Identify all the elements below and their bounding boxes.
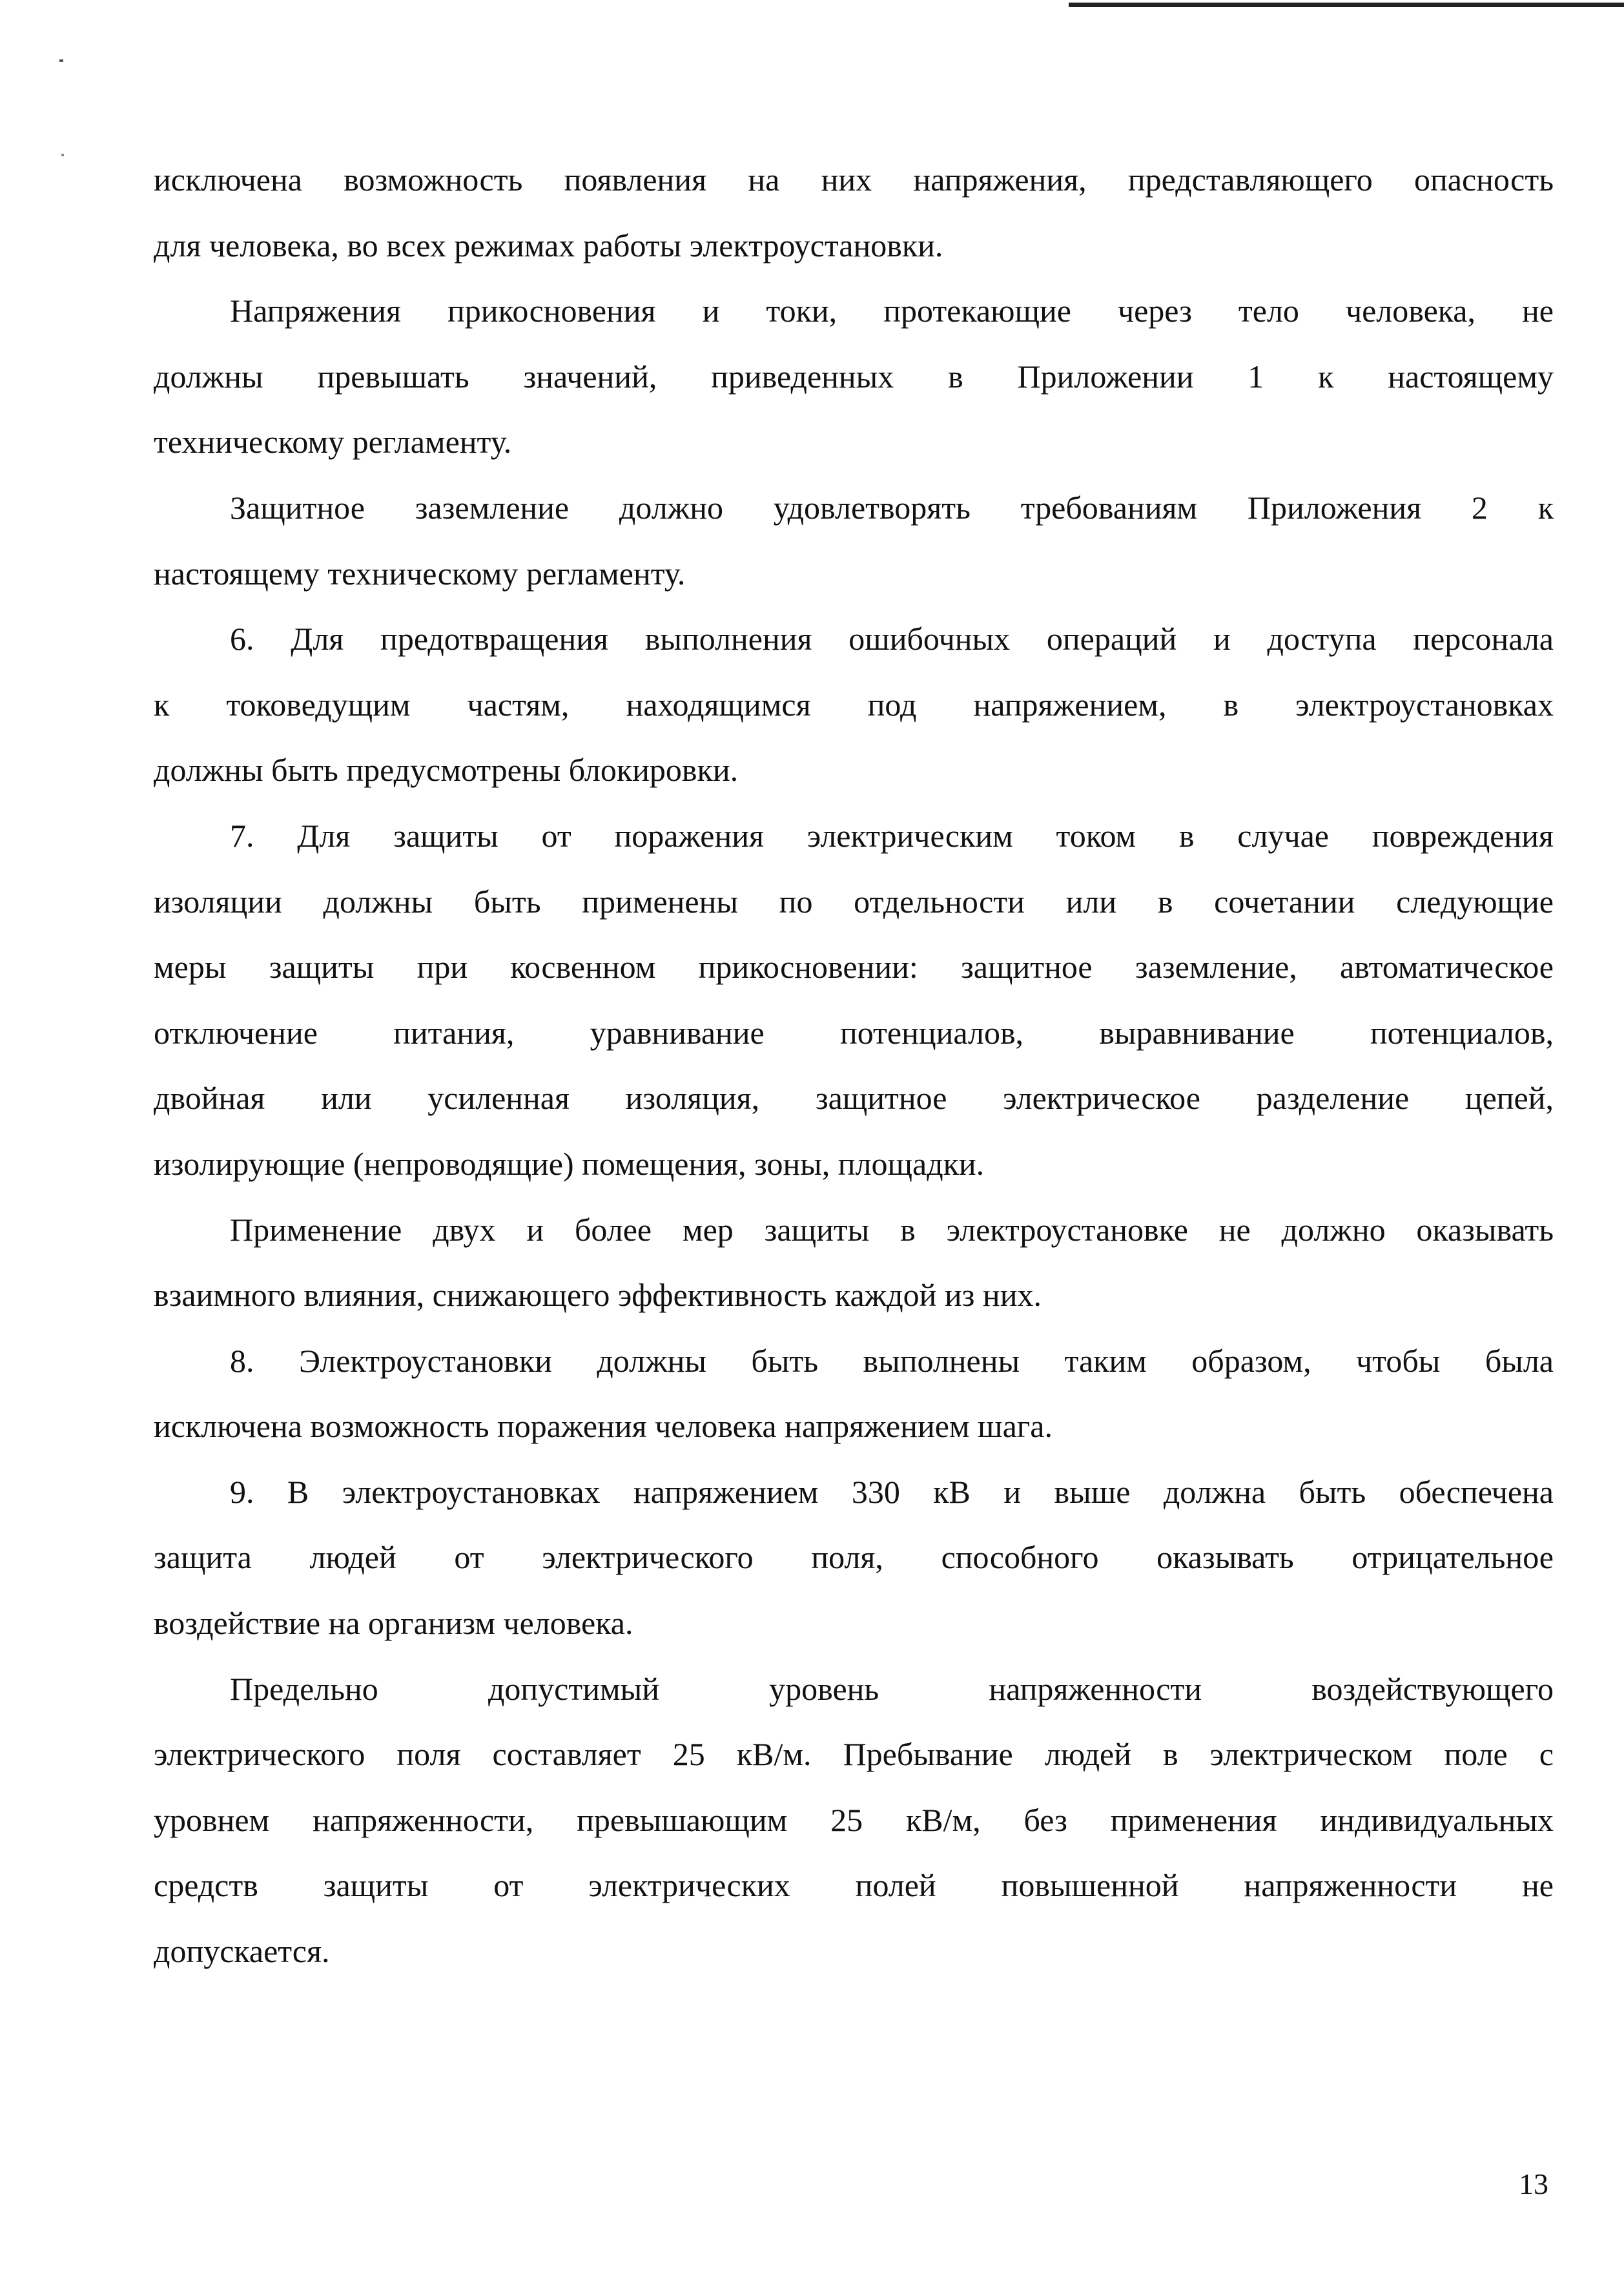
text-line: 9. В электроустановках напряжением 330 кВ и выше должна быть обеспечена [230, 1473, 1554, 1510]
text-line: исключена возможность поражения человека напряжением шага. [154, 1408, 1053, 1445]
paragraph [154, 803, 1554, 1197]
text-line: Напряжения прикосновения и токи, протекающие через тело человека, не [230, 293, 1554, 329]
paragraph [154, 1460, 1554, 1657]
text-line: взаимного влияния, снижающего эффективность каждой из них. [154, 1277, 1042, 1314]
scan-speck [61, 154, 64, 156]
text-line: исключена возможность появления на них напряжения, представляющего опасность [154, 161, 1554, 198]
text-line: воздействие на организм человека. [154, 1605, 633, 1642]
text-line: должны быть предусмотрены блокировки. [154, 752, 739, 789]
paragraph [154, 475, 1554, 606]
text-line: меры защиты при косвенном прикосновении: защитное заземление, автоматическое [154, 949, 1554, 986]
text-line: Защитное заземление должно удовлетворять требованиям Приложения 2 к [230, 489, 1554, 526]
scan-top-rule [1069, 3, 1624, 7]
text-line: настоящему техническому регламенту. [154, 555, 686, 592]
text-line: отключение питания, уравнивание потенциалов, выравнивание потенциалов, [154, 1014, 1554, 1051]
paragraph [154, 278, 1554, 475]
paragraph [154, 1328, 1554, 1460]
text-line: Применение двух и более мер защиты в электроустановке не должно оказывать [230, 1211, 1554, 1248]
text-line: для человека, во всех режимах работы электроустановки. [154, 227, 943, 264]
text-line: к токоведущим частям, находящимся под напряжением, в электроустановках [154, 686, 1554, 723]
text-line: двойная или усиленная изоляция, защитное электрическое разделение цепей, [154, 1080, 1554, 1117]
text-line: изолирующие (непроводящие) помещения, зоны, площадки. [154, 1145, 985, 1182]
text-line: Предельно допустимый уровень напряженности воздействующего [230, 1670, 1554, 1707]
text-line: должны превышать значений, приведенных в Приложении 1 к настоящему [154, 358, 1554, 395]
text-line: электрического поля составляет 25 кВ/м. Пребывание людей в электрическом поле с [154, 1736, 1554, 1773]
text-line: изоляции должны быть применены по отдельности или в сочетании следующие [154, 883, 1554, 920]
scan-speck [59, 59, 63, 62]
paragraph [154, 147, 1554, 278]
text-line: 6. Для предотвращения выполнения ошибочных операций и доступа персонала [230, 621, 1554, 657]
document-body [154, 147, 1554, 1985]
paragraph [154, 1197, 1554, 1328]
text-line: допускается. [154, 1933, 330, 1970]
text-line: защита людей от электрического поля, способного оказывать отрицательное [154, 1539, 1554, 1576]
text-line: средств защиты от электрических полей повышенной напряженности не [154, 1867, 1554, 1904]
text-line: 7. Для защиты от поражения электрическим током в случае повреждения [230, 817, 1554, 854]
paragraph [154, 606, 1554, 803]
page-number: 13 [1519, 2167, 1548, 2200]
paragraph [154, 1657, 1554, 1985]
text-line: техническому регламенту. [154, 424, 512, 460]
text-line: 8. Электроустановки должны быть выполнены таким образом, чтобы была [230, 1342, 1554, 1379]
text-line: уровнем напряженности, превышающим 25 кВ/м, без применения индивидуальных [154, 1801, 1554, 1838]
